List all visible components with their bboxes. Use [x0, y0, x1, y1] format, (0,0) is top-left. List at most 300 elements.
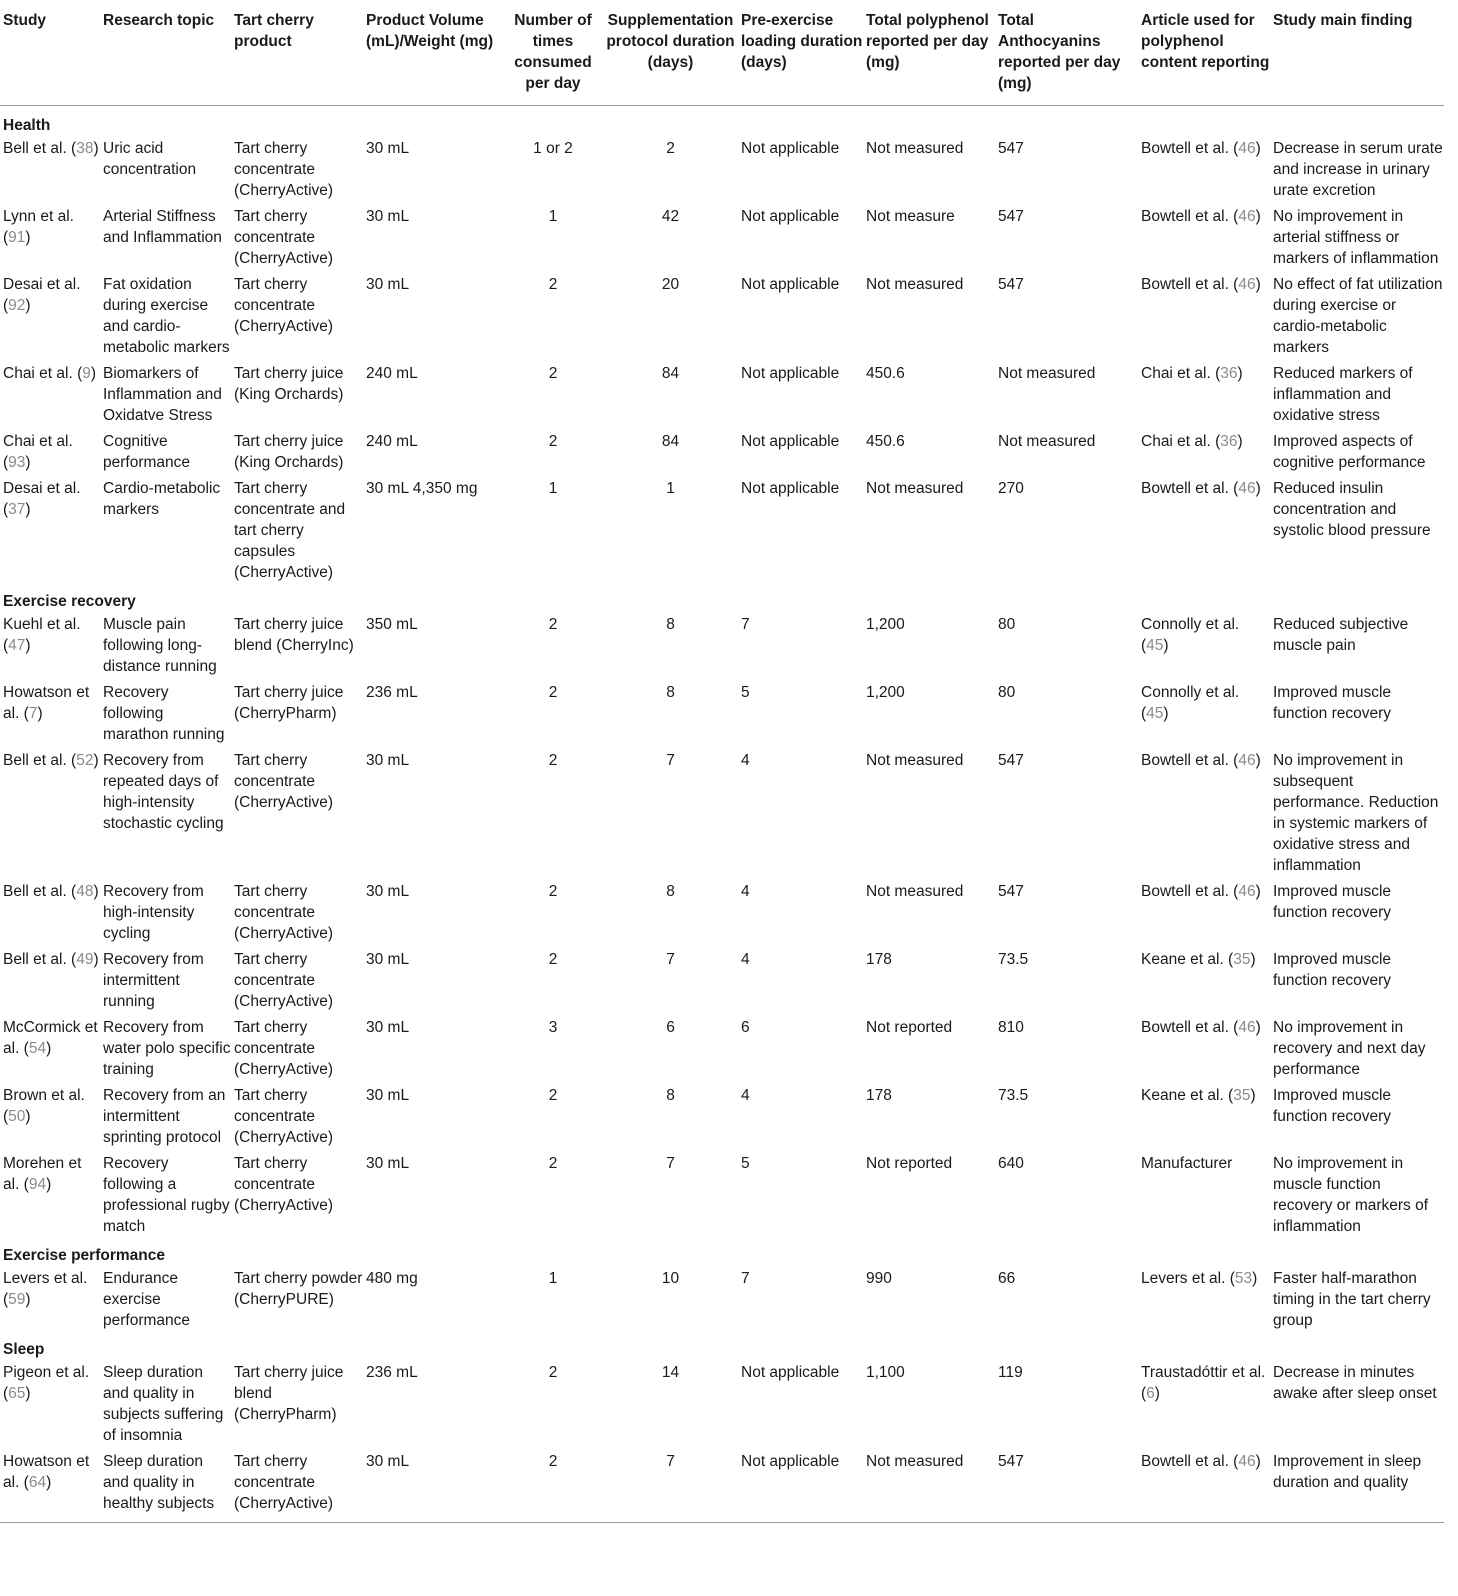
cell-article-text: Connolly et al. ( — [1141, 616, 1240, 654]
cell-protocol-duration: 8 — [666, 616, 675, 633]
cell-study-text: Bell et al. ( — [3, 951, 77, 968]
cell-article-ref: 46 — [1238, 276, 1256, 293]
section-title: Health — [3, 117, 51, 134]
table-row — [0, 430, 1444, 477]
cell-volume: 30 mL — [366, 1019, 410, 1036]
cell-article-text: Traustadóttir et al. ( — [1141, 1364, 1266, 1402]
cell-study-text: Levers et al. ( — [3, 1270, 88, 1308]
cell-volume: 30 mL — [366, 752, 410, 769]
cell-article — [1138, 1450, 1270, 1523]
table-row — [0, 1152, 1444, 1241]
section-row — [0, 587, 1444, 613]
cell-loading-duration: 4 — [741, 951, 750, 968]
cell-anthocyanins: 547 — [998, 883, 1024, 900]
cell-anthocyanins: 640 — [998, 1155, 1024, 1172]
cell-volume: 30 mL — [366, 883, 410, 900]
cell-research-topic: Cardio-metabolic markers — [103, 480, 221, 518]
cell-volume: 30 mL — [366, 1155, 410, 1172]
cell-times-per-day: 2 — [548, 752, 558, 769]
cell-study-close: ) — [25, 1291, 31, 1308]
cell-article-text: Chai et al. ( — [1141, 433, 1221, 450]
cell-article-close: ) — [1255, 1453, 1261, 1470]
header-polyphenol: Total polyphenol reported per day (mg) — [863, 8, 995, 106]
cell-polyphenol: 1,100 — [866, 1364, 905, 1381]
cell-loading-duration: Not applicable — [738, 1450, 863, 1523]
cell-study-text: McCormick et al. ( — [3, 1019, 98, 1057]
cell-protocol-duration: 84 — [661, 433, 680, 450]
table-row — [0, 613, 1444, 681]
cell-article-close: ) — [1237, 365, 1243, 382]
cell-product: Tart cherry concentrate (CherryActive) — [231, 1450, 363, 1523]
cell-study-close: ) — [46, 1040, 52, 1057]
header-main-finding: Study main finding — [1270, 8, 1444, 106]
cell-protocol-duration: 1 — [666, 480, 675, 497]
cell-article — [1138, 613, 1270, 681]
cell-times-per-day: 2 — [548, 951, 558, 968]
table-row — [0, 880, 1444, 948]
cell-article-ref: 36 — [1220, 433, 1238, 450]
cell-article-close: ) — [1163, 637, 1169, 654]
cell-product: Tart cherry concentrate (CherryActive) — [234, 1019, 334, 1078]
cell-article-text: Keane et al. ( — [1141, 951, 1234, 968]
section-title: Exercise performance — [3, 1247, 165, 1264]
cell-study-close: ) — [25, 637, 31, 654]
cell-volume: 350 mL — [366, 616, 418, 633]
cell-study-text: Howatson et al. ( — [3, 1453, 90, 1491]
cell-study-text: Howatson et al. ( — [3, 684, 90, 722]
cell-article-close: ) — [1255, 276, 1261, 293]
cell-volume: 480 mg — [366, 1270, 418, 1287]
cell-polyphenol: Not measured — [866, 752, 964, 769]
cell-polyphenol: Not measured — [866, 276, 964, 293]
cell-main-finding: No improvement in arterial stiffness or markers of inflammation — [1273, 208, 1439, 267]
cell-anthocyanins: 73.5 — [998, 1087, 1029, 1104]
cell-study-ref: 54 — [28, 1040, 47, 1057]
cell-loading-duration: 4 — [741, 883, 750, 900]
cell-study-ref: 91 — [8, 229, 26, 246]
cell-study-ref: 52 — [76, 752, 94, 769]
cell-volume: 30 mL — [366, 951, 410, 968]
cell-article-ref: 35 — [1233, 1087, 1251, 1104]
section-row — [0, 1335, 1444, 1361]
cell-loading-duration: 4 — [741, 752, 750, 769]
cell-article — [1138, 1016, 1270, 1084]
cell-article-text: Chai et al. ( — [1141, 365, 1221, 382]
cell-product: Tart cherry concentrate (CherryActive) — [234, 951, 334, 1010]
cell-study-close: ) — [25, 454, 31, 471]
header-anthocyanins: Total Anthocyanins reported per day (mg) — [995, 8, 1138, 106]
cell-article-ref: 46 — [1238, 208, 1256, 225]
cell-study-text: Lynn et al. ( — [3, 208, 74, 246]
table-row — [0, 1016, 1444, 1084]
cell-research-topic: Recovery from repeated days of high-intensity stochastic cycling — [103, 752, 224, 832]
cell-study-close: ) — [46, 1176, 52, 1193]
cell-article-ref: 6 — [1146, 1385, 1155, 1402]
cell-article-text: Bowtell et al. ( — [1141, 883, 1239, 900]
cell-times-per-day: 2 — [548, 365, 558, 382]
cell-article — [1138, 205, 1270, 273]
cell-study — [0, 205, 100, 273]
cell-article-close: ) — [1154, 1385, 1160, 1402]
cell-product: Tart cherry concentrate (CherryActive) — [234, 883, 334, 942]
cell-times-per-day: 2 — [548, 276, 558, 293]
cell-loading-duration: 4 — [741, 1087, 750, 1104]
cell-protocol-duration: 2 — [666, 140, 675, 157]
cell-study — [0, 1152, 100, 1241]
cell-article-text: Bowtell et al. ( — [1141, 752, 1239, 769]
cell-study-ref: 65 — [8, 1385, 26, 1402]
cell-product: Tart cherry juice blend (CherryPharm) — [234, 1364, 344, 1423]
cell-study — [0, 681, 100, 749]
cell-article — [1138, 137, 1270, 205]
header-study: Study — [0, 8, 100, 106]
cell-polyphenol: 1,200 — [866, 616, 905, 633]
cell-anthocyanins: Not measured — [998, 433, 1096, 450]
cell-article — [1138, 430, 1270, 477]
cell-research-topic: Endurance exercise performance — [103, 1270, 191, 1329]
header-article: Article used for polyphenol content reporting — [1138, 8, 1270, 106]
cell-study-close: ) — [46, 1474, 52, 1491]
cell-study — [0, 273, 100, 362]
cell-product: Tart cherry concentrate (CherryActive) — [234, 1155, 334, 1214]
cell-article-close: ) — [1252, 1270, 1258, 1287]
cell-research-topic: Recovery from an intermittent sprinting protocol — [103, 1087, 226, 1146]
header-volume: Product Volume (mL)/Weight (mg) — [363, 8, 503, 106]
cell-research-topic: Cognitive performance — [103, 433, 191, 471]
cell-loading-duration: 5 — [741, 684, 750, 701]
cell-times-per-day: 2 — [548, 1364, 558, 1381]
cell-main-finding: Improved muscle function recovery — [1273, 684, 1392, 722]
cell-study-ref: 94 — [28, 1176, 47, 1193]
table-row — [0, 273, 1444, 362]
cell-loading-duration: Not applicable — [741, 365, 840, 382]
cell-research-topic: Recovery from intermittent running — [103, 951, 204, 1010]
cell-times-per-day: 2 — [503, 1450, 600, 1523]
cell-research-topic: Uric acid concentration — [103, 140, 197, 178]
cell-article-close: ) — [1255, 480, 1261, 497]
cell-article — [1138, 948, 1270, 1016]
table-row — [0, 948, 1444, 1016]
cell-study-ref: 50 — [8, 1108, 26, 1125]
cell-protocol-duration: 84 — [661, 365, 680, 382]
cell-article-ref: 45 — [1146, 637, 1164, 654]
cell-times-per-day: 1 — [548, 208, 558, 225]
cell-article-ref: 53 — [1234, 1270, 1253, 1287]
cell-article — [1138, 1361, 1270, 1450]
cell-study-text: Desai et al. ( — [3, 480, 81, 518]
cell-study-text: Bell et al. ( — [3, 140, 77, 157]
cell-study-ref: 64 — [28, 1474, 47, 1491]
cell-anthocyanins: 66 — [998, 1270, 1016, 1287]
cell-times-per-day: 1 or 2 — [533, 140, 573, 157]
cell-study-close: ) — [93, 951, 99, 968]
cell-times-per-day: 2 — [548, 883, 558, 900]
cell-main-finding: No improvement in recovery and next day performance — [1273, 1019, 1426, 1078]
cell-study-ref: 9 — [82, 365, 91, 382]
cell-main-finding: Reduced markers of inflammation and oxidative stress — [1273, 365, 1413, 424]
cell-protocol-duration: 14 — [661, 1364, 680, 1381]
table-row — [0, 137, 1444, 205]
header-research-topic: Research topic — [100, 8, 231, 106]
cell-main-finding: Improvement in sleep duration and quality — [1270, 1450, 1444, 1523]
table-row — [0, 681, 1444, 749]
cell-article-close: ) — [1255, 208, 1261, 225]
cell-article-text: Bowtell et al. ( — [1141, 1453, 1239, 1470]
cell-study-ref: 48 — [76, 883, 94, 900]
cell-main-finding: Reduced subjective muscle pain — [1273, 616, 1409, 654]
cell-study-ref: 49 — [76, 951, 94, 968]
cell-volume: 240 mL — [366, 365, 418, 382]
cell-study-ref: 37 — [8, 501, 26, 518]
cell-protocol-duration: 7 — [666, 951, 675, 968]
cell-main-finding: Improved muscle function recovery — [1273, 1087, 1392, 1125]
cell-loading-duration: Not applicable — [741, 276, 840, 293]
cell-product: Tart cherry concentrate (CherryActive) — [234, 276, 334, 335]
cell-article-ref: 45 — [1146, 705, 1164, 722]
cell-study-close: ) — [90, 365, 97, 382]
cell-protocol-duration: 7 — [600, 1450, 738, 1523]
cell-research-topic: Arterial Stiffness and Inflammation — [103, 208, 222, 246]
cell-polyphenol: Not reported — [866, 1155, 953, 1172]
cell-article — [1138, 273, 1270, 362]
cell-anthocyanins: 547 — [998, 276, 1024, 293]
cell-study-text: Bell et al. ( — [3, 752, 77, 769]
cell-study-close: ) — [25, 1108, 31, 1125]
cell-study-close: ) — [93, 140, 99, 157]
cell-loading-duration: Not applicable — [741, 140, 840, 157]
cell-polyphenol: 450.6 — [866, 365, 905, 382]
cell-main-finding: Reduced insulin concentration and systolic blood pressure — [1273, 480, 1431, 539]
cell-product: Tart cherry concentrate (CherryActive) — [234, 140, 334, 199]
cell-article-text: Bowtell et al. ( — [1141, 480, 1239, 497]
table-body — [0, 106, 1444, 1523]
cell-article — [1138, 749, 1270, 880]
cell-loading-duration: Not applicable — [741, 208, 840, 225]
cell-polyphenol: Not measured — [866, 883, 964, 900]
cell-main-finding: Decrease in minutes awake after sleep onset — [1273, 1364, 1437, 1402]
cell-article — [1138, 1152, 1270, 1241]
cell-article-ref: 46 — [1238, 480, 1256, 497]
cell-article-close: ) — [1255, 752, 1261, 769]
table-row — [0, 1450, 1444, 1523]
cell-polyphenol: Not reported — [866, 1019, 953, 1036]
cell-volume: 236 mL — [366, 684, 418, 701]
cell-article — [1138, 1267, 1270, 1335]
cell-anthocyanins: 547 — [998, 752, 1024, 769]
table-row — [0, 1361, 1444, 1450]
cell-article — [1138, 880, 1270, 948]
cell-volume: 30 mL 4,350 mg — [366, 480, 478, 497]
cell-article-close: ) — [1163, 705, 1169, 722]
table-row — [0, 362, 1444, 430]
cell-article-ref: 46 — [1238, 1019, 1256, 1036]
cell-research-topic: Muscle pain following long-distance running — [103, 616, 217, 675]
cell-volume: 30 mL — [366, 140, 410, 157]
cell-product: Tart cherry concentrate (CherryActive) — [234, 752, 334, 811]
cell-protocol-duration: 8 — [666, 684, 675, 701]
cell-main-finding: No effect of fat utilization during exercise or cardio-metabolic markers — [1273, 276, 1443, 356]
cell-article-ref: 46 — [1238, 752, 1256, 769]
cell-protocol-duration: 20 — [661, 276, 680, 293]
cell-polyphenol: 178 — [866, 1087, 892, 1104]
cell-protocol-duration: 6 — [666, 1019, 675, 1036]
cell-article-text: Connolly et al. ( — [1141, 684, 1240, 722]
cell-loading-duration: Not applicable — [741, 1364, 840, 1381]
cell-times-per-day: 1 — [548, 480, 558, 497]
cell-research-topic: Biomarkers of Inflammation and Oxidatve Stress — [103, 365, 222, 424]
cell-article-text: Levers et al. ( — [1141, 1270, 1235, 1287]
cell-anthocyanins: 80 — [998, 684, 1016, 701]
cell-protocol-duration: 42 — [661, 208, 680, 225]
cell-article-close: ) — [1255, 883, 1261, 900]
cell-protocol-duration: 7 — [666, 752, 675, 769]
cell-study-text: Brown et al. ( — [3, 1087, 85, 1125]
cell-product: Tart cherry juice blend (CherryInc) — [234, 616, 354, 654]
cell-protocol-duration: 8 — [666, 883, 675, 900]
table-row — [0, 477, 1444, 587]
cell-loading-duration: Not applicable — [741, 433, 840, 450]
cell-times-per-day: 2 — [548, 616, 558, 633]
cell-article-close: ) — [1250, 951, 1256, 968]
cell-anthocyanins: 547 — [995, 1450, 1138, 1523]
cell-protocol-duration: 10 — [661, 1270, 680, 1287]
cell-loading-duration: 5 — [741, 1155, 750, 1172]
cell-article-ref: 36 — [1220, 365, 1238, 382]
cell-article-text: Manufacturer — [1141, 1155, 1233, 1172]
cell-study-close: ) — [25, 229, 31, 246]
cell-polyphenol: Not measure — [866, 208, 955, 225]
cell-study-ref: 93 — [8, 454, 26, 471]
cell-anthocyanins: 270 — [998, 480, 1024, 497]
cell-product: Tart cherry concentrate and tart cherry capsules (CherryActive) — [234, 480, 346, 581]
cell-polyphenol: 178 — [866, 951, 892, 968]
cell-volume: 30 mL — [366, 1087, 410, 1104]
cell-research-topic: Sleep duration and quality in subjects suffering of insomnia — [103, 1364, 224, 1444]
cell-study-text: Kuehl et al. ( — [3, 616, 81, 654]
cell-article-close: ) — [1255, 140, 1261, 157]
cell-study — [0, 948, 100, 1016]
table-row — [0, 205, 1444, 273]
header-loading-duration: Pre-exercise loading duration (days) — [738, 8, 863, 106]
cell-volume: 240 mL — [366, 433, 418, 450]
cell-article-ref: 46 — [1238, 1453, 1256, 1470]
cell-article-text: Keane et al. ( — [1141, 1087, 1234, 1104]
cell-study — [0, 477, 100, 587]
cell-article — [1138, 681, 1270, 749]
cell-research-topic: Recovery following a professional rugby match — [103, 1155, 230, 1235]
cell-study — [0, 430, 100, 477]
cell-study — [0, 1084, 100, 1152]
studies-table — [0, 8, 1444, 1523]
cell-product: Tart cherry powder (CherryPURE) — [234, 1270, 363, 1308]
cell-main-finding: No improvement in subsequent performance. Reduction in systemic markers of oxidative stress and inflammation — [1273, 752, 1439, 874]
cell-article-close: ) — [1237, 433, 1243, 450]
cell-article — [1138, 477, 1270, 587]
section-title: Sleep — [3, 1341, 45, 1358]
cell-anthocyanins: 547 — [998, 140, 1024, 157]
section-row — [0, 106, 1444, 138]
cell-main-finding: No improvement in muscle function recovery or markers of inflammation — [1273, 1155, 1429, 1235]
cell-polyphenol: Not measured — [863, 1450, 995, 1523]
section-title: Exercise recovery — [3, 593, 136, 610]
cell-study — [0, 1267, 100, 1335]
cell-article — [1138, 1084, 1270, 1152]
cell-polyphenol: 1,200 — [866, 684, 905, 701]
cell-article-ref: 35 — [1233, 951, 1251, 968]
header-row — [0, 8, 1444, 106]
cell-product: Tart cherry juice (CherryPharm) — [234, 684, 344, 722]
cell-study-close: ) — [37, 705, 43, 722]
cell-study-close: ) — [93, 752, 99, 769]
cell-study — [0, 362, 100, 430]
cell-study-ref: 47 — [8, 637, 26, 654]
table-row — [0, 1084, 1444, 1152]
header-times-per-day: Number of times consumed per day — [503, 8, 600, 106]
cell-times-per-day: 1 — [548, 1270, 558, 1287]
cell-times-per-day: 3 — [548, 1019, 558, 1036]
header-protocol-duration: Supplementation protocol duration (days) — [600, 8, 738, 106]
cell-main-finding: Improved aspects of cognitive performance — [1273, 433, 1426, 471]
cell-article-text: Bowtell et al. ( — [1141, 276, 1239, 293]
cell-article-ref: 46 — [1238, 883, 1256, 900]
cell-study-text: Chai et al. ( — [3, 433, 73, 471]
cell-article-ref: 46 — [1238, 140, 1256, 157]
cell-study — [0, 880, 100, 948]
table-row — [0, 1267, 1444, 1335]
cell-study — [0, 137, 100, 205]
cell-loading-duration: 7 — [741, 616, 750, 633]
cell-research-topic: Fat oxidation during exercise and cardio-metabolic markers — [103, 276, 230, 356]
cell-anthocyanins: 547 — [998, 208, 1024, 225]
cell-study-ref: 59 — [8, 1291, 26, 1308]
cell-anthocyanins: 810 — [998, 1019, 1024, 1036]
cell-product: Tart cherry juice (King Orchards) — [234, 365, 344, 403]
cell-research-topic: Recovery from high-intensity cycling — [103, 883, 204, 942]
cell-study-text: Morehen et al. ( — [3, 1155, 82, 1193]
cell-study-text: Pigeon et al. ( — [3, 1364, 90, 1402]
cell-article — [1138, 362, 1270, 430]
cell-times-per-day: 2 — [548, 684, 558, 701]
cell-anthocyanins: Not measured — [998, 365, 1096, 382]
cell-protocol-duration: 8 — [666, 1087, 675, 1104]
cell-product: Tart cherry juice (King Orchards) — [234, 433, 344, 471]
cell-study-text: Desai et al. ( — [3, 276, 81, 314]
cell-loading-duration: 7 — [741, 1270, 750, 1287]
cell-study-text: Bell et al. ( — [3, 883, 77, 900]
cell-volume: 30 mL — [366, 208, 410, 225]
cell-product: Tart cherry concentrate (CherryActive) — [234, 1087, 334, 1146]
cell-anthocyanins: 119 — [998, 1364, 1023, 1381]
cell-main-finding: Faster half-marathon timing in the tart cherry group — [1273, 1270, 1431, 1329]
cell-polyphenol: Not measured — [866, 480, 964, 497]
cell-study-ref: 92 — [8, 297, 26, 314]
section-row — [0, 1241, 1444, 1267]
cell-product: Tart cherry concentrate (CherryActive) — [234, 208, 334, 267]
cell-research-topic: Sleep duration and quality in healthy subjects — [100, 1450, 231, 1523]
cell-study-close: ) — [25, 1385, 31, 1402]
cell-article-text: Bowtell et al. ( — [1141, 140, 1239, 157]
cell-study — [0, 1361, 100, 1450]
cell-research-topic: Recovery following marathon running — [103, 684, 225, 743]
cell-study — [0, 613, 100, 681]
cell-times-per-day: 2 — [548, 1087, 558, 1104]
cell-polyphenol: 450.6 — [866, 433, 905, 450]
cell-study — [0, 749, 100, 880]
header-product: Tart cherry product — [231, 8, 363, 106]
table-row — [0, 749, 1444, 880]
cell-times-per-day: 2 — [548, 433, 558, 450]
cell-anthocyanins: 73.5 — [998, 951, 1029, 968]
